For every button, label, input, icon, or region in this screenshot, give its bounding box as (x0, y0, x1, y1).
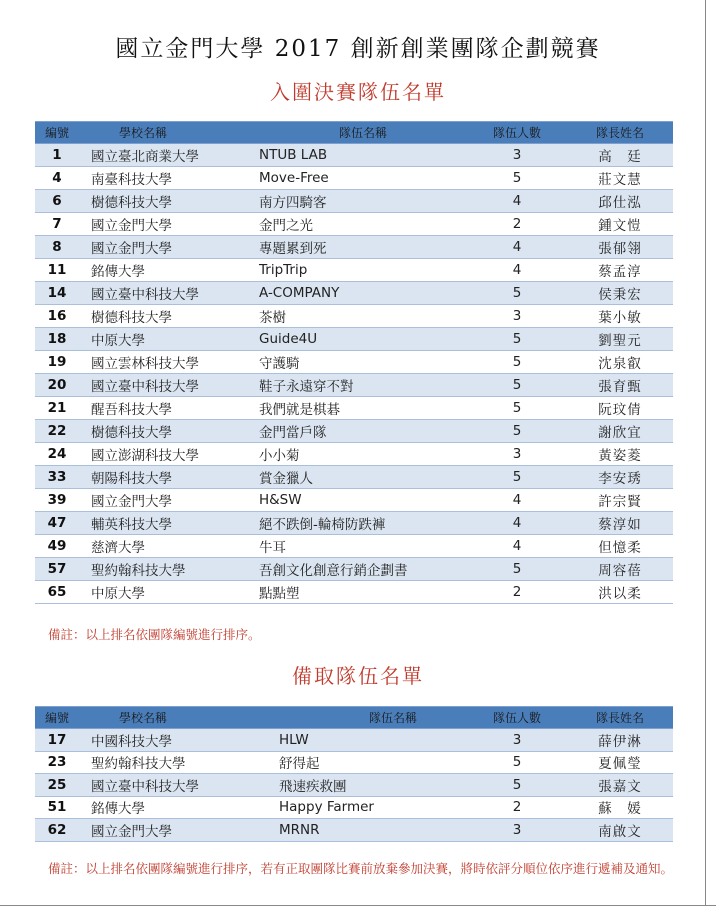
school-name: 銘傳大學 (79, 259, 249, 282)
column-header-number: 編號 (35, 122, 79, 144)
team-number: 22 (35, 420, 79, 443)
team-number: 23 (35, 751, 79, 774)
column-header-leader: 隊長姓名 (567, 122, 673, 144)
leader-name: 蘇 媛 (567, 796, 673, 819)
school-name: 慈濟大學 (79, 535, 249, 558)
team-name: Move-Free (249, 167, 467, 190)
team-number: 39 (35, 489, 79, 512)
school-name: 國立金門大學 (79, 213, 249, 236)
table-row (35, 144, 673, 167)
table-row (35, 796, 673, 819)
table-row (35, 489, 673, 512)
team-size: 4 (467, 190, 567, 213)
column-header-team: 隊伍名稱 (249, 122, 467, 144)
team-number: 4 (35, 167, 79, 190)
team-size: 5 (467, 328, 567, 351)
table-row (35, 512, 673, 535)
leader-name: 南啟文 (567, 819, 673, 842)
alternates-header-row (35, 707, 673, 729)
column-header-size: 隊伍人數 (467, 122, 567, 144)
team-size: 5 (467, 282, 567, 305)
school-name: 國立金門大學 (79, 819, 249, 842)
school-name: 國立金門大學 (79, 236, 249, 259)
team-name: Happy Farmer (249, 796, 467, 819)
school-name: 國立臺中科技大學 (79, 282, 249, 305)
team-name: 絕不跌倒-輪椅防跌褲 (249, 512, 467, 535)
team-number: 51 (35, 796, 79, 819)
team-size: 4 (467, 489, 567, 512)
team-name: 茶樹 (249, 305, 467, 328)
table-row (35, 282, 673, 305)
team-name: Guide4U (249, 328, 467, 351)
table-row (35, 819, 673, 842)
table-row (35, 420, 673, 443)
team-size: 3 (467, 729, 567, 752)
team-size: 2 (467, 796, 567, 819)
team-number: 20 (35, 374, 79, 397)
team-number: 33 (35, 466, 79, 489)
school-name: 國立金門大學 (79, 489, 249, 512)
leader-name: 侯秉宏 (567, 282, 673, 305)
leader-name: 黃姿菱 (567, 443, 673, 466)
leader-name: 張郁翎 (567, 236, 673, 259)
leader-name: 但憶柔 (567, 535, 673, 558)
table-row (35, 305, 673, 328)
team-name: NTUB LAB (249, 144, 467, 167)
leader-name: 李安琇 (567, 466, 673, 489)
team-name: 專題累到死 (249, 236, 467, 259)
team-name: 飛速疾救團 (249, 774, 467, 797)
school-name: 聖約翰科技大學 (79, 751, 249, 774)
finalists-table (35, 121, 673, 604)
table-row (35, 259, 673, 282)
alternates-heading: 備取隊伍名單 (292, 664, 424, 688)
team-number: 18 (35, 328, 79, 351)
leader-name: 洪以柔 (567, 581, 673, 604)
table-row (35, 351, 673, 374)
team-number: 1 (35, 144, 79, 167)
team-number: 47 (35, 512, 79, 535)
alternates-note: 備註：以上排名依團隊編號進行排序，若有正取團隊比賽前放棄參加決賽，將時依評分順位依序進行遞補及通知。 (48, 861, 674, 876)
team-number: 62 (35, 819, 79, 842)
leader-name: 張育甄 (567, 374, 673, 397)
team-size: 2 (467, 213, 567, 236)
table-row (35, 328, 673, 351)
team-number: 11 (35, 259, 79, 282)
team-size: 2 (467, 581, 567, 604)
table-row (35, 774, 673, 797)
leader-name: 張嘉文 (567, 774, 673, 797)
leader-name: 阮玟倩 (567, 397, 673, 420)
table-row (35, 558, 673, 581)
team-number: 24 (35, 443, 79, 466)
team-number: 21 (35, 397, 79, 420)
team-size: 5 (467, 374, 567, 397)
school-name: 中國科技大學 (79, 729, 249, 752)
leader-name: 邱仕泓 (567, 190, 673, 213)
team-size: 4 (467, 259, 567, 282)
leader-name: 周容蓓 (567, 558, 673, 581)
finalists-heading: 入圍決賽隊伍名單 (270, 80, 446, 104)
team-name: 金門之光 (249, 213, 467, 236)
leader-name: 薛伊淋 (567, 729, 673, 752)
team-size: 3 (467, 305, 567, 328)
team-number: 65 (35, 581, 79, 604)
team-number: 17 (35, 729, 79, 752)
team-size: 5 (467, 466, 567, 489)
table-row (35, 236, 673, 259)
table-row (35, 213, 673, 236)
team-name: H&SW (249, 489, 467, 512)
team-name: 賞金獵人 (249, 466, 467, 489)
team-name: TripTrip (249, 259, 467, 282)
alternates-table (35, 706, 673, 842)
school-name: 國立臺中科技大學 (79, 774, 249, 797)
team-name: A-COMPANY (249, 282, 467, 305)
school-name: 樹德科技大學 (79, 190, 249, 213)
team-size: 4 (467, 236, 567, 259)
team-number: 25 (35, 774, 79, 797)
table-row (35, 397, 673, 420)
column-header-school: 學校名稱 (79, 122, 249, 144)
table-row (35, 190, 673, 213)
team-size: 3 (467, 819, 567, 842)
school-name: 中原大學 (79, 581, 249, 604)
team-name: 小小菊 (249, 443, 467, 466)
team-number: 14 (35, 282, 79, 305)
team-size: 5 (467, 751, 567, 774)
team-number: 49 (35, 535, 79, 558)
school-name: 國立臺中科技大學 (79, 374, 249, 397)
school-name: 國立澎湖科技大學 (79, 443, 249, 466)
table-row (35, 751, 673, 774)
school-name: 南臺科技大學 (79, 167, 249, 190)
leader-name: 夏佩瑩 (567, 751, 673, 774)
school-name: 國立臺北商業大學 (79, 144, 249, 167)
school-name: 中原大學 (79, 328, 249, 351)
school-name: 銘傳大學 (79, 796, 249, 819)
column-header-size: 隊伍人數 (467, 707, 567, 729)
team-name: 牛耳 (249, 535, 467, 558)
school-name: 聖約翰科技大學 (79, 558, 249, 581)
leader-name: 高 廷 (567, 144, 673, 167)
table-row (35, 535, 673, 558)
leader-name: 莊文慧 (567, 167, 673, 190)
leader-name: 沈泉叡 (567, 351, 673, 374)
team-name: HLW (249, 729, 467, 752)
team-number: 8 (35, 236, 79, 259)
page-border-right (705, 0, 706, 905)
table-row (35, 729, 673, 752)
leader-name: 許宗賢 (567, 489, 673, 512)
team-size: 3 (467, 144, 567, 167)
school-name: 朝陽科技大學 (79, 466, 249, 489)
team-number: 6 (35, 190, 79, 213)
team-size: 4 (467, 512, 567, 535)
team-size: 3 (467, 443, 567, 466)
column-header-leader: 隊長姓名 (567, 707, 673, 729)
team-size: 5 (467, 397, 567, 420)
table-row (35, 167, 673, 190)
team-size: 5 (467, 351, 567, 374)
team-size: 5 (467, 420, 567, 443)
team-number: 19 (35, 351, 79, 374)
team-size: 5 (467, 167, 567, 190)
leader-name: 鍾文愷 (567, 213, 673, 236)
team-number: 16 (35, 305, 79, 328)
leader-name: 蔡淳如 (567, 512, 673, 535)
table-row (35, 443, 673, 466)
team-size: 5 (467, 774, 567, 797)
school-name: 樹德科技大學 (79, 305, 249, 328)
leader-name: 劉聖元 (567, 328, 673, 351)
team-name: 南方四騎客 (249, 190, 467, 213)
school-name: 輔英科技大學 (79, 512, 249, 535)
team-name: 我們就是棋碁 (249, 397, 467, 420)
school-name: 醒吾科技大學 (79, 397, 249, 420)
page-border-bottom (0, 905, 716, 906)
column-header-number: 編號 (35, 707, 79, 729)
team-number: 57 (35, 558, 79, 581)
leader-name: 葉小敏 (567, 305, 673, 328)
leader-name: 蔡孟淳 (567, 259, 673, 282)
table-row (35, 581, 673, 604)
finalists-note: 備註：以上排名依團隊編號進行排序。 (48, 627, 261, 642)
team-size: 4 (467, 535, 567, 558)
leader-name: 謝欣宜 (567, 420, 673, 443)
document-title: 國立金門大學 2017 創新創業團隊企劃競賽 (115, 36, 601, 62)
finalists-header-row (35, 122, 673, 144)
team-number: 7 (35, 213, 79, 236)
team-name: 守護騎 (249, 351, 467, 374)
team-name: 吾創文化創意行銷企劃書 (249, 558, 467, 581)
team-name: 舒得起 (249, 751, 467, 774)
table-row (35, 466, 673, 489)
team-name: MRNR (249, 819, 467, 842)
column-header-school: 學校名稱 (79, 707, 249, 729)
team-name: 點點塑 (249, 581, 467, 604)
team-name: 金門當戶隊 (249, 420, 467, 443)
column-header-team: 隊伍名稱 (249, 707, 467, 729)
team-name: 鞋子永遠穿不對 (249, 374, 467, 397)
table-row (35, 374, 673, 397)
team-size: 5 (467, 558, 567, 581)
school-name: 國立雲林科技大學 (79, 351, 249, 374)
school-name: 樹德科技大學 (79, 420, 249, 443)
